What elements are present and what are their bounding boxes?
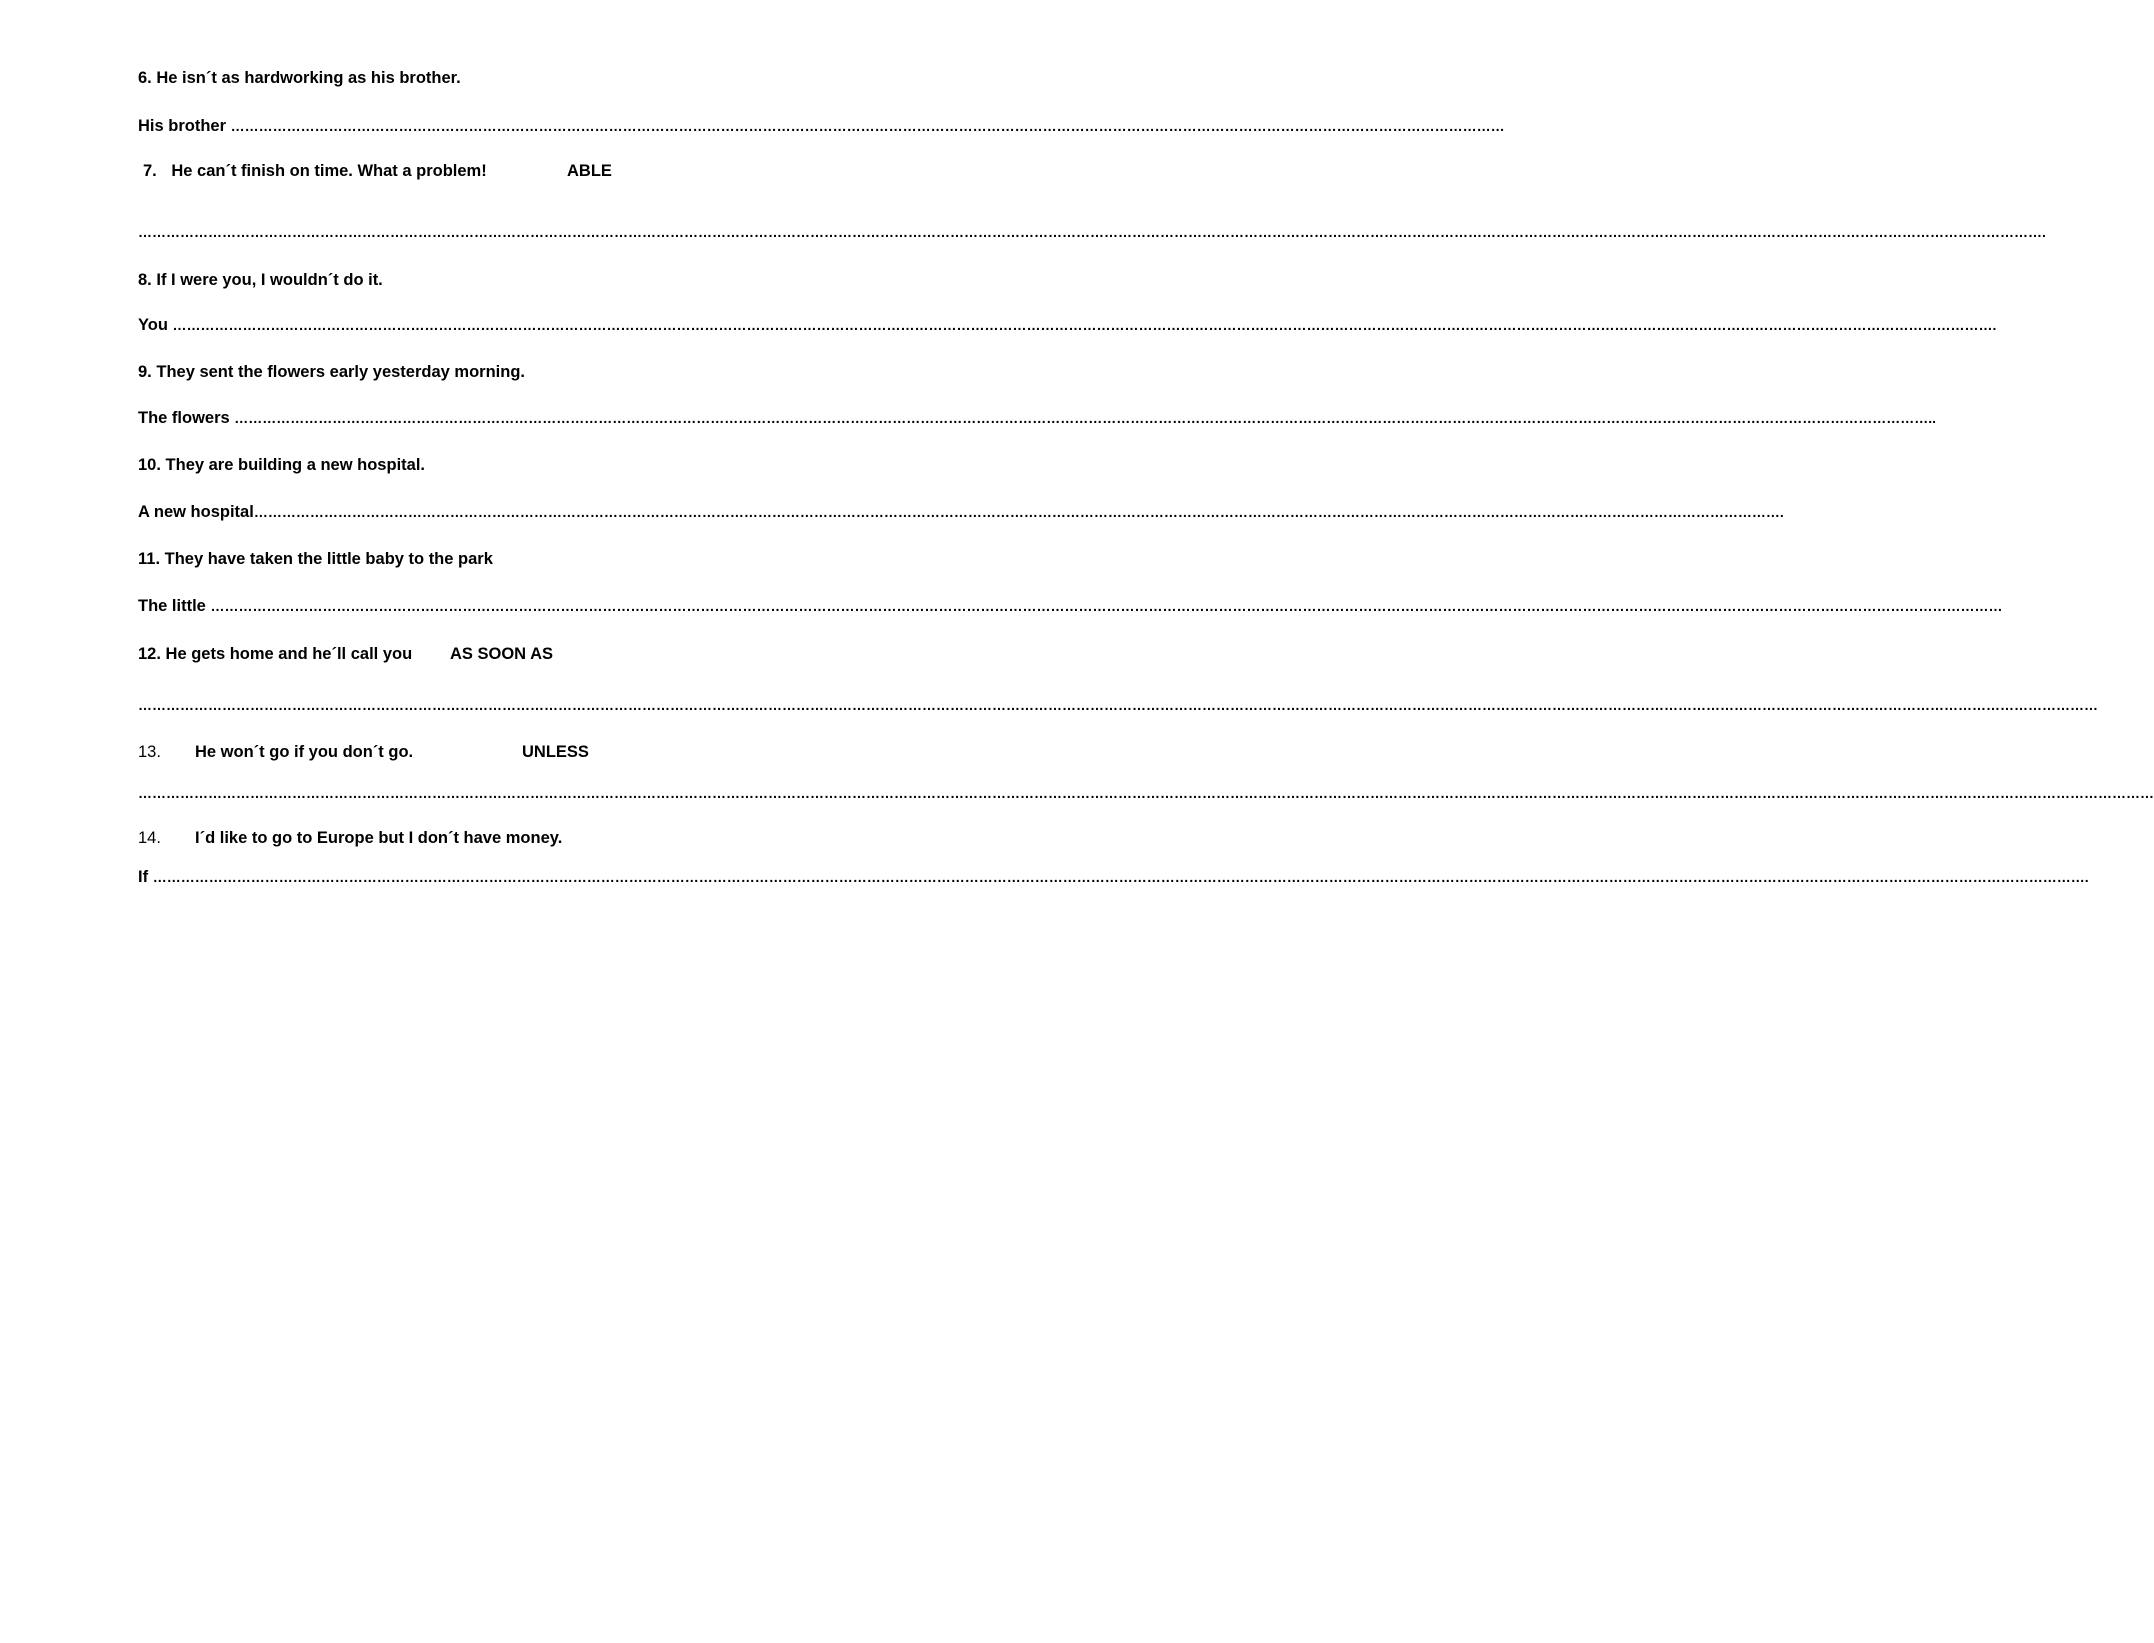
exercise-14-sentence (138, 828, 563, 848)
answer-blank[interactable]: …………………………………………………………………………………………………………………………………………………………………………………………………………………………………………………………………………………………………………………………………………………… (210, 598, 2003, 614)
exercise-sentence: He won´t go if you don´t go. (195, 743, 414, 761)
exercise-keyword: AS SOON AS (450, 645, 553, 663)
exercise-7-answer-blank[interactable]: …………………………………………………………………………………………………………………………………………………………………………………………………………………………………………………………………………………………………………………………………………………………………………. (138, 224, 2046, 240)
exercise-sentence: They have taken the little baby to the park (164, 550, 493, 568)
exercise-11-sentence (138, 549, 493, 569)
exercise-number: 10. (138, 456, 161, 474)
answer-blank[interactable]: …………………………………………………………………………………………………………………………………………………………………………………………………………………………………………………………………………………………………………………………………………………………. (172, 317, 1997, 333)
exercise-sentence: He gets home and he´ll call you (165, 645, 413, 663)
exercise-6-sentence (138, 68, 461, 88)
exercise-8-sentence (138, 270, 383, 290)
exercise-keyword: UNLESS (522, 743, 589, 761)
exercise-keyword: ABLE (567, 162, 612, 180)
exercise-number: 9. (138, 363, 152, 381)
answer-prompt: A new hospital (138, 503, 254, 521)
exercise-9-answer (138, 408, 1937, 428)
exercise-number: 13. (138, 743, 161, 761)
exercise-13-answer-blank[interactable]: ……………………………………………………………………………………………………………………………………………………………………………………………………………………………………………………………………………………………………………………………………………………………………………………………… (138, 785, 2154, 801)
answer-prompt: His brother (138, 117, 227, 135)
exercise-sentence: He isn´t as hardworking as his brother. (156, 69, 461, 87)
exercise-sentence: I´d like to go to Europe but I don´t have money. (195, 829, 563, 847)
exercise-number: 11. (138, 550, 161, 568)
exercise-12-answer-blank[interactable]: …………………………………………………………………………………………………………………………………………………………………………………………………………………………………………………………………………………………………………………………………………………………………………………… (138, 697, 2098, 713)
answer-blank[interactable]: ………………………………………………………………………………………………………………………………………………………………………………………………………………………………………………… (230, 118, 1505, 134)
exercise-8-answer (138, 315, 1997, 335)
exercise-10-answer (138, 502, 1784, 522)
answer-blank[interactable]: ………………………………………………………………………………………………………………………………………………………………………………………………………………………………………………………………………………………………………………………………………………………………………………. (152, 869, 2089, 885)
exercise-10-sentence (138, 455, 425, 475)
answer-prompt: If (138, 868, 149, 886)
exercise-sentence: They sent the flowers early yesterday morning. (156, 363, 525, 381)
exercise-sentence: He can´t finish on time. What a problem! (171, 162, 487, 180)
exercise-13-sentence (138, 742, 589, 762)
answer-blank[interactable]: ………………………………………………………………………………………………………………………………………………………………………………………………………………………………………………………………………………………………………………………………….. (234, 410, 1937, 426)
answer-prompt: You (138, 316, 168, 334)
exercise-number: 14. (138, 829, 161, 847)
exercise-sentence: If I were you, I wouldn´t do it. (156, 271, 383, 289)
answer-prompt: The little (138, 597, 206, 615)
exercise-6-answer (138, 116, 1505, 136)
exercise-14-answer (138, 867, 2089, 887)
exercise-9-sentence (138, 362, 525, 382)
exercise-sentence: They are building a new hospital. (165, 456, 425, 474)
answer-prompt: The flowers (138, 409, 230, 427)
exercise-11-answer (138, 596, 2003, 616)
exercise-number: 7. (143, 162, 157, 180)
exercise-number: 8. (138, 271, 152, 289)
exercise-12-sentence (138, 644, 553, 664)
answer-blank[interactable]: …………………………………………………………………………………………………………………………………………………………………………………………………………………………………………………………………………………………………. (253, 504, 1784, 520)
exercise-number: 12. (138, 645, 161, 663)
exercise-number: 6. (138, 69, 152, 87)
exercise-7-sentence (143, 161, 612, 181)
